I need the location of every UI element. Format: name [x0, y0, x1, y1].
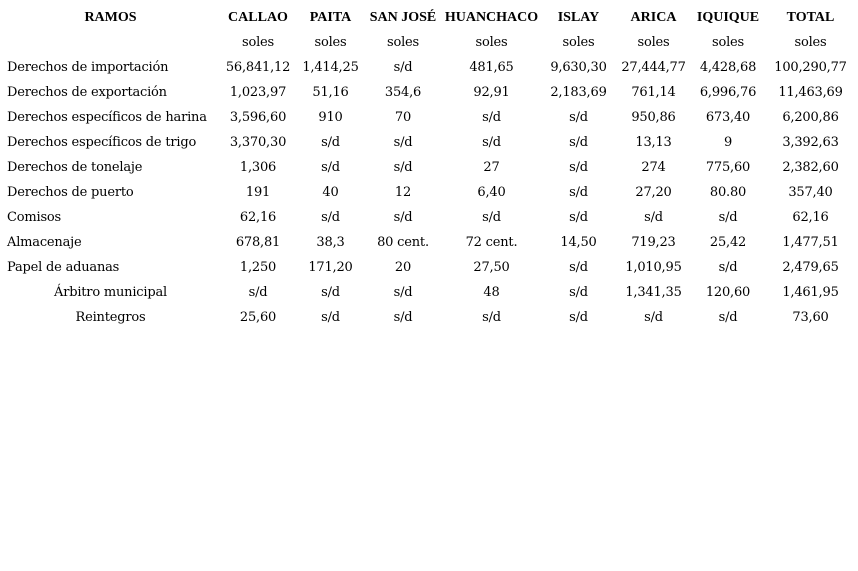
value-cell: s/d — [393, 310, 413, 325]
value-cell: s/d — [569, 160, 588, 175]
value-cell: s/d — [393, 160, 413, 175]
row-label: Reintegros — [75, 310, 146, 325]
table-row — [0, 205, 858, 230]
value-cell: 3,392,63 — [782, 135, 839, 150]
table-row — [0, 55, 858, 80]
value-cell: 9 — [723, 135, 733, 150]
value-cell: 1,306 — [239, 160, 277, 175]
value-cell: 678,81 — [235, 235, 281, 250]
value-cell: 80.80 — [709, 185, 747, 200]
table-row — [0, 305, 858, 330]
value-cell: s/d — [393, 210, 413, 225]
value-cell: 62,16 — [239, 210, 277, 225]
value-cell: s/d — [569, 210, 588, 225]
table-row — [0, 155, 858, 180]
document-page — [0, 5, 858, 330]
value-cell: 12 — [394, 185, 412, 200]
value-cell: s/d — [393, 285, 413, 300]
unit-cell-islay: soles — [562, 35, 595, 50]
value-cell: s/d — [569, 285, 588, 300]
table-row — [0, 280, 858, 305]
value-cell: 4,428,68 — [699, 60, 757, 75]
column-header-ramos: RAMOS — [84, 10, 137, 25]
value-cell: s/d — [718, 210, 738, 225]
value-cell: 27,444,77 — [621, 60, 686, 75]
value-cell: s/d — [321, 285, 340, 300]
value-cell: 62,16 — [792, 210, 829, 225]
row-label: Derechos de puerto — [7, 185, 134, 200]
value-cell: s/d — [718, 260, 738, 275]
value-cell: s/d — [718, 310, 738, 325]
value-cell: 171,20 — [308, 260, 353, 275]
value-cell: 191 — [245, 185, 271, 200]
column-header-callao: CALLAO — [228, 10, 288, 25]
value-cell: s/d — [569, 260, 588, 275]
value-cell: 27,20 — [635, 185, 672, 200]
value-cell: s/d — [569, 110, 588, 125]
table-row — [0, 230, 858, 255]
customs-revenue-table — [0, 5, 858, 330]
value-cell: 1,414,25 — [302, 60, 359, 75]
column-header-san-jose: SAN JOSÉ — [369, 10, 437, 25]
value-cell: s/d — [482, 135, 501, 150]
value-cell: 274 — [641, 160, 666, 175]
value-cell: 40 — [322, 185, 339, 200]
row-label: Papel de aduanas — [7, 260, 120, 275]
value-cell: s/d — [482, 310, 501, 325]
value-cell: 27 — [483, 160, 500, 175]
column-header-total: TOTAL — [786, 10, 835, 25]
value-cell: 2,382,60 — [782, 160, 839, 175]
value-cell: 1,250 — [239, 260, 277, 275]
value-cell: 3,596,60 — [229, 110, 287, 125]
value-cell: 6,996,76 — [699, 85, 757, 100]
row-label: Derechos de tonelaje — [7, 160, 143, 175]
value-cell: s/d — [393, 60, 413, 75]
value-cell: 56,841,12 — [225, 60, 291, 75]
unit-cell-blank — [0, 30, 221, 55]
row-label: Derechos de exportación — [7, 85, 167, 100]
value-cell: 51,16 — [312, 85, 349, 100]
value-cell: 719,23 — [631, 235, 676, 250]
column-header-islay: ISLAY — [557, 10, 600, 25]
units-row — [0, 30, 858, 55]
value-cell: 1,010,95 — [625, 260, 682, 275]
value-cell: 9,630,30 — [550, 60, 607, 75]
value-cell: 92,91 — [473, 85, 510, 100]
value-cell: 673,40 — [705, 110, 751, 125]
value-cell: s/d — [321, 160, 340, 175]
value-cell: 25,60 — [239, 310, 277, 325]
value-cell: 48 — [483, 285, 500, 300]
value-cell: 20 — [394, 260, 412, 275]
value-cell: s/d — [321, 135, 340, 150]
table-row — [0, 80, 858, 105]
row-label: Árbitro municipal — [54, 285, 167, 300]
value-cell: 950,86 — [631, 110, 676, 125]
value-cell: 6,200,86 — [782, 110, 839, 125]
table-row — [0, 255, 858, 280]
value-cell: s/d — [482, 110, 501, 125]
value-cell: 11,463,69 — [778, 85, 843, 100]
row-label: Derechos específicos de trigo — [7, 135, 197, 150]
value-cell: 1,461,95 — [782, 285, 839, 300]
value-cell: 1,341,35 — [625, 285, 682, 300]
value-cell: 1,477,51 — [782, 235, 839, 250]
unit-cell-iquique: soles — [711, 35, 745, 50]
value-cell: 6,40 — [477, 185, 506, 200]
row-label: Comisos — [7, 210, 62, 225]
unit-cell-callao: soles — [241, 35, 275, 50]
value-cell: 100,290,77 — [774, 60, 847, 75]
value-cell: 13,13 — [635, 135, 672, 150]
value-cell: 761,14 — [631, 85, 676, 100]
column-header-paita: PAITA — [309, 10, 352, 25]
value-cell: 72 cent. — [465, 235, 518, 250]
table-row — [0, 105, 858, 130]
value-cell: 357,40 — [788, 185, 833, 200]
column-header-huanchaco: HUANCHACO — [444, 10, 539, 25]
value-cell: 910 — [318, 110, 343, 125]
unit-cell-paita: soles — [314, 35, 347, 50]
table-row — [0, 180, 858, 205]
unit-cell-arica: soles — [637, 35, 670, 50]
value-cell: 27,50 — [473, 260, 510, 275]
value-cell: s/d — [321, 310, 340, 325]
column-header-arica: ARICA — [630, 10, 677, 25]
value-cell: 25,42 — [709, 235, 747, 250]
header-row — [0, 5, 858, 30]
value-cell: 70 — [394, 110, 412, 125]
value-cell: 80 cent. — [377, 235, 429, 250]
value-cell: s/d — [482, 210, 501, 225]
value-cell: s/d — [321, 210, 340, 225]
value-cell: 1,023,97 — [229, 85, 287, 100]
value-cell: 2,479,65 — [782, 260, 839, 275]
row-label: Almacenaje — [7, 235, 82, 250]
value-cell: 775,60 — [705, 160, 751, 175]
table-body — [0, 55, 858, 330]
value-cell: s/d — [644, 310, 663, 325]
value-cell: s/d — [393, 135, 413, 150]
value-cell: 38,3 — [316, 235, 345, 250]
row-label: Derechos de importación — [7, 60, 169, 75]
unit-cell-total: soles — [794, 35, 827, 50]
unit-cell-san-jose: soles — [386, 35, 420, 50]
value-cell: 3,370,30 — [229, 135, 287, 150]
unit-cell-huanchaco: soles — [475, 35, 508, 50]
value-cell: 14,50 — [560, 235, 597, 250]
value-cell: s/d — [569, 135, 588, 150]
value-cell: s/d — [248, 285, 268, 300]
value-cell: s/d — [569, 310, 588, 325]
value-cell: s/d — [569, 185, 588, 200]
value-cell: 73,60 — [792, 310, 829, 325]
value-cell: s/d — [644, 210, 663, 225]
value-cell: 120,60 — [705, 285, 751, 300]
value-cell: 481,65 — [469, 60, 514, 75]
column-header-iquique: IQUIQUE — [696, 10, 760, 25]
value-cell: 2,183,69 — [550, 85, 607, 100]
row-label: Derechos específicos de harina — [7, 110, 207, 125]
table-row — [0, 130, 858, 155]
value-cell: 354,6 — [384, 85, 422, 100]
